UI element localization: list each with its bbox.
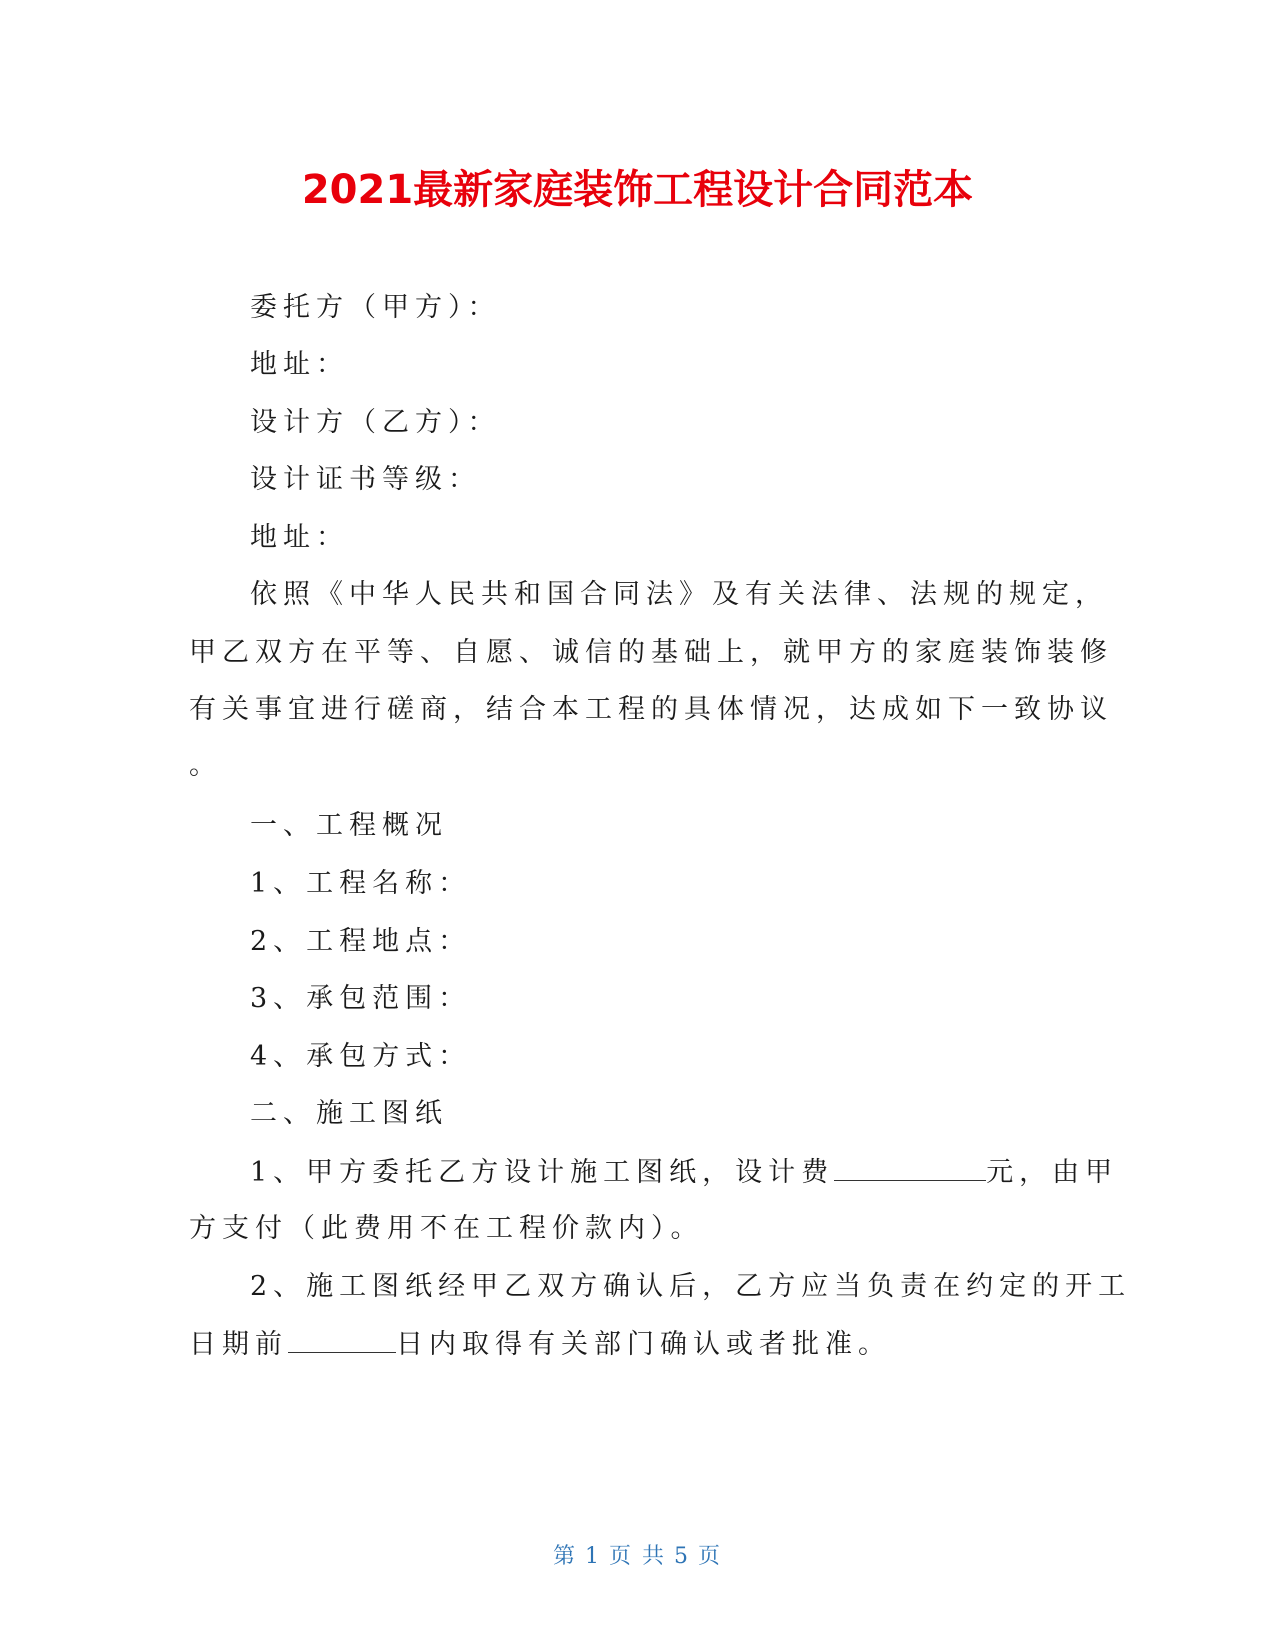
item-contract-method: 4、承包方式： xyxy=(250,1041,472,1072)
design-fee-line xyxy=(250,1154,1118,1191)
footer-current-page: 1 xyxy=(585,1544,601,1569)
footer-suffix: 页 xyxy=(698,1544,723,1569)
approval-line: 2、施工图纸经甲乙双方确认后，乙方应当负责在约定的开工 xyxy=(250,1271,1132,1302)
preamble-line-3: 有关事宜进行磋商，结合本工程的具体情况，达成如下一致协议 xyxy=(189,694,1113,725)
section-1-heading: 一、工程概况 xyxy=(250,810,448,841)
footer-middle: 页 共 xyxy=(609,1544,666,1569)
designer-line: 设计方（乙方）： xyxy=(250,407,501,438)
design-fee-text: 1、甲方委托乙方设计施工图纸，设计费 xyxy=(250,1157,835,1188)
item-project-name: 1、工程名称： xyxy=(250,868,472,899)
item-contract-scope: 3、承包范围： xyxy=(250,983,472,1014)
preamble-line-4: 。 xyxy=(189,750,222,781)
design-fee-blank[interactable] xyxy=(834,1154,986,1181)
approval-days-blank[interactable] xyxy=(288,1326,396,1353)
footer-total-pages: 5 xyxy=(674,1544,690,1569)
item-project-location: 2、工程地点： xyxy=(250,926,472,957)
client-address-line: 地址： xyxy=(250,349,349,380)
preamble-line-2: 甲乙双方在平等、自愿、诚信的基础上，就甲方的家庭装饰装修 xyxy=(189,637,1113,668)
design-fee-text-end: 元，由甲 xyxy=(986,1157,1119,1188)
cert-level-line: 设计证书等级： xyxy=(250,464,481,495)
approval-text: 日期前 xyxy=(189,1329,288,1360)
section-2-heading: 二、施工图纸 xyxy=(250,1098,448,1129)
footer-prefix: 第 xyxy=(552,1544,577,1569)
page-footer xyxy=(0,1542,1275,1572)
client-line: 委托方（甲方）： xyxy=(250,292,501,323)
design-fee-line-2: 方支付（此费用不在工程价款内）。 xyxy=(189,1213,704,1244)
approval-text-end: 日内取得有关部门确认或者批准。 xyxy=(396,1329,891,1360)
preamble-line-1: 依照《中华人民共和国合同法》及有关法律、法规的规定， xyxy=(250,579,1108,610)
document-title: 2021最新家庭装饰工程设计合同范本 xyxy=(301,167,974,213)
designer-address-line: 地址： xyxy=(250,522,349,553)
approval-line-2 xyxy=(189,1326,891,1363)
